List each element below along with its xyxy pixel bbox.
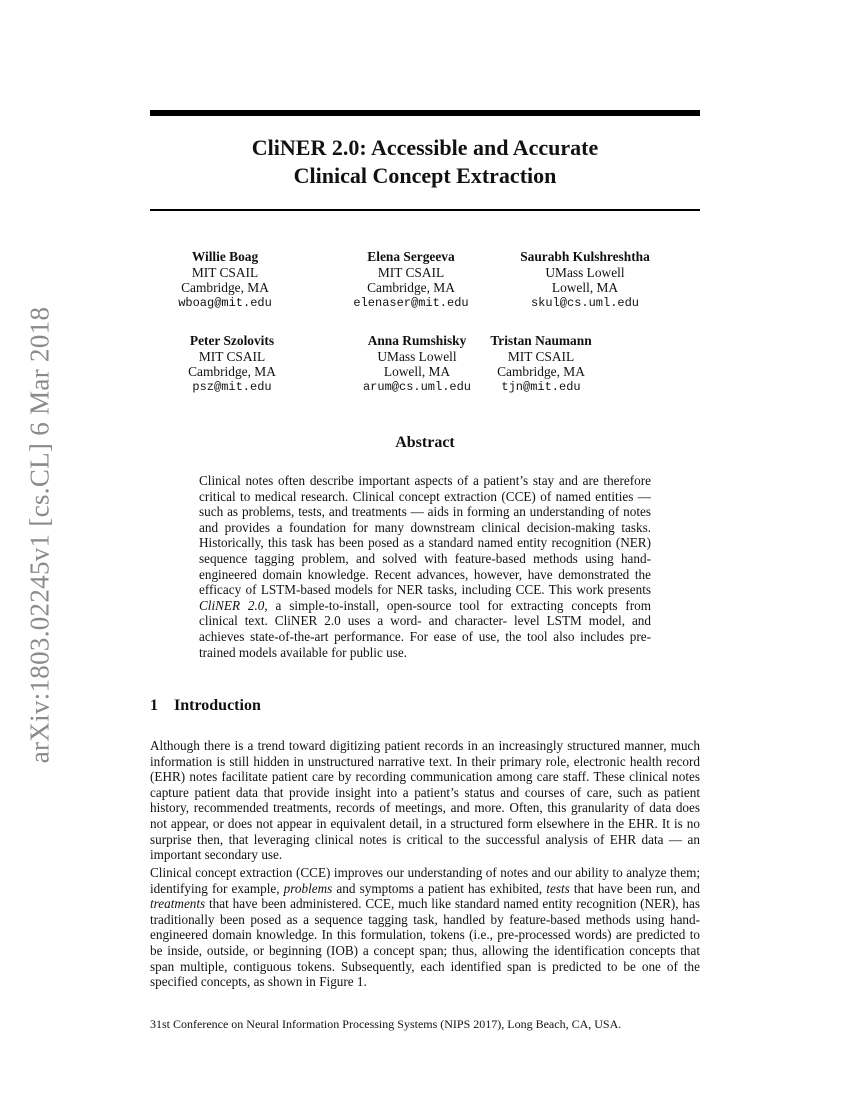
author-block xyxy=(441,333,641,395)
body-paragraph xyxy=(150,865,700,990)
author-affiliation: UMass Lowell xyxy=(545,264,625,280)
author-location: Cambridge, MA xyxy=(497,364,585,380)
abstract-heading: Abstract xyxy=(395,434,455,451)
body-paragraph: Although there is a trend toward digitizing patient records in an increasingly structured manner, much information is still hidden in unstructured narrative text. In their primary role, electronic health record (EHR) notes facilitate patient care by recording communication among care staff. These clinical notes capture patient data that provide insight into a patient’s status and courses of care, such as patient history, recommended treatments, records of meetings, and more. Often, this granularity of data does not appear, or does not appear in equivalent detail, in a structured form elsewhere in the EHR. It is no surprise then, that leveraging clinical notes is critical to the successful analysis of EHR data — an important secondary use. xyxy=(150,738,700,863)
author-email[interactable]: tjn@mit.edu xyxy=(501,379,581,394)
author-affiliation: MIT CSAIL xyxy=(198,348,266,364)
title-bottom-rule xyxy=(150,209,700,211)
abstract-text-part: , a simple-to-install, open-source tool for extracting concepts from clinical text. CliNER 2.0 uses a word- and character- level LSTM model, and achieves state-of-the-art performance. For ease of use, the tool also includes pre-trained models available for public use. xyxy=(199,597,652,660)
paragraph-text: Clinical concept extraction (CCE) improves our understanding of notes and our ability to analyze them; identifying for example, xyxy=(150,865,700,896)
author-name: Anna Rumshisky xyxy=(367,333,467,348)
author-email[interactable]: psz@mit.edu xyxy=(192,379,272,394)
author-email[interactable]: skul@cs.uml.edu xyxy=(530,295,640,310)
author-block xyxy=(125,249,325,311)
section-number: 1 xyxy=(150,697,158,714)
abstract-text-part: Clinical notes often describe important aspects of a patient’s stay and are therefore critical to medical research. Clinical concept extraction (CCE) of named entities — such as problems, tests, and treatments — aids in forming an understanding of notes and provides a foundation for many downstream clinical decision-making tasks. Historically, this task has been posed as a standard named entity recognition (NER) sequence tagging problem, and solved with feature-based methods using hand-engineered domain knowledge. Recent advances, however, have demonstrated the efficacy of LSTM-based models for NER tasks, including CCE. This work presents xyxy=(199,473,651,598)
title-line-1: CliNER 2.0: Accessible and Accurate xyxy=(251,135,599,160)
emphasis-treatments: treatments xyxy=(150,896,206,912)
paragraph-text: and symptoms a patient has exhibited, xyxy=(332,880,547,896)
author-block xyxy=(311,249,511,311)
emphasis-tests: tests xyxy=(546,880,570,896)
conference-footnote: 31st Conference on Neural Information Processing Systems (NIPS 2017), Long Beach, CA, USA. xyxy=(150,1017,622,1031)
author-name: Tristan Naumann xyxy=(490,333,592,348)
author-email[interactable]: arum@cs.uml.edu xyxy=(362,379,472,394)
author-block xyxy=(132,333,332,395)
abstract-tool-name: CliNER 2.0 xyxy=(199,597,265,613)
author-name: Saurabh Kulshreshtha xyxy=(520,249,650,264)
author-name: Peter Szolovits xyxy=(189,333,275,348)
author-email[interactable]: wboag@mit.edu xyxy=(178,295,272,310)
section-title: Introduction xyxy=(174,697,261,714)
abstract-text xyxy=(199,473,651,660)
author-name: Willie Boag xyxy=(191,249,259,264)
author-location: Cambridge, MA xyxy=(181,280,269,296)
paper-title xyxy=(150,134,700,190)
title-top-rule xyxy=(150,110,700,116)
paragraph-text: that have been administered. CCE, much like standard named entity recognition (NER), has traditionally been posed as a sequence tagging task, handled by feature-based methods using hand-engineered domain knowledge. In this formulation, tokens (i.e., pre-processed words) are predicted to be inside, outside, or beginning (IOB) a concept span; thus, allowing the identification concepts that span multiple, contiguous tokens. Subsequently, each identified span is predicted to be one of the specified concepts, as shown in Figure 1. xyxy=(150,896,700,990)
emphasis-problems: problems xyxy=(283,880,333,896)
author-location: Lowell, MA xyxy=(551,280,619,296)
arxiv-identifier: arXiv:1803.02245v1 [cs.CL] 6 Mar 2018 xyxy=(24,306,55,764)
author-affiliation: MIT CSAIL xyxy=(507,348,575,364)
author-location: Cambridge, MA xyxy=(188,364,276,380)
paragraph-text: that have been run, and xyxy=(569,880,700,896)
author-location: Lowell, MA xyxy=(383,364,451,380)
author-email[interactable]: elenaser@mit.edu xyxy=(353,295,469,310)
author-name: Elena Sergeeva xyxy=(367,249,455,264)
author-affiliation: MIT CSAIL xyxy=(377,264,445,280)
author-block xyxy=(485,249,685,311)
author-affiliation: MIT CSAIL xyxy=(191,264,259,280)
title-line-2: Clinical Concept Extraction xyxy=(293,163,557,188)
section-heading xyxy=(150,697,261,715)
author-location: Cambridge, MA xyxy=(367,280,455,296)
author-affiliation: UMass Lowell xyxy=(377,348,457,364)
